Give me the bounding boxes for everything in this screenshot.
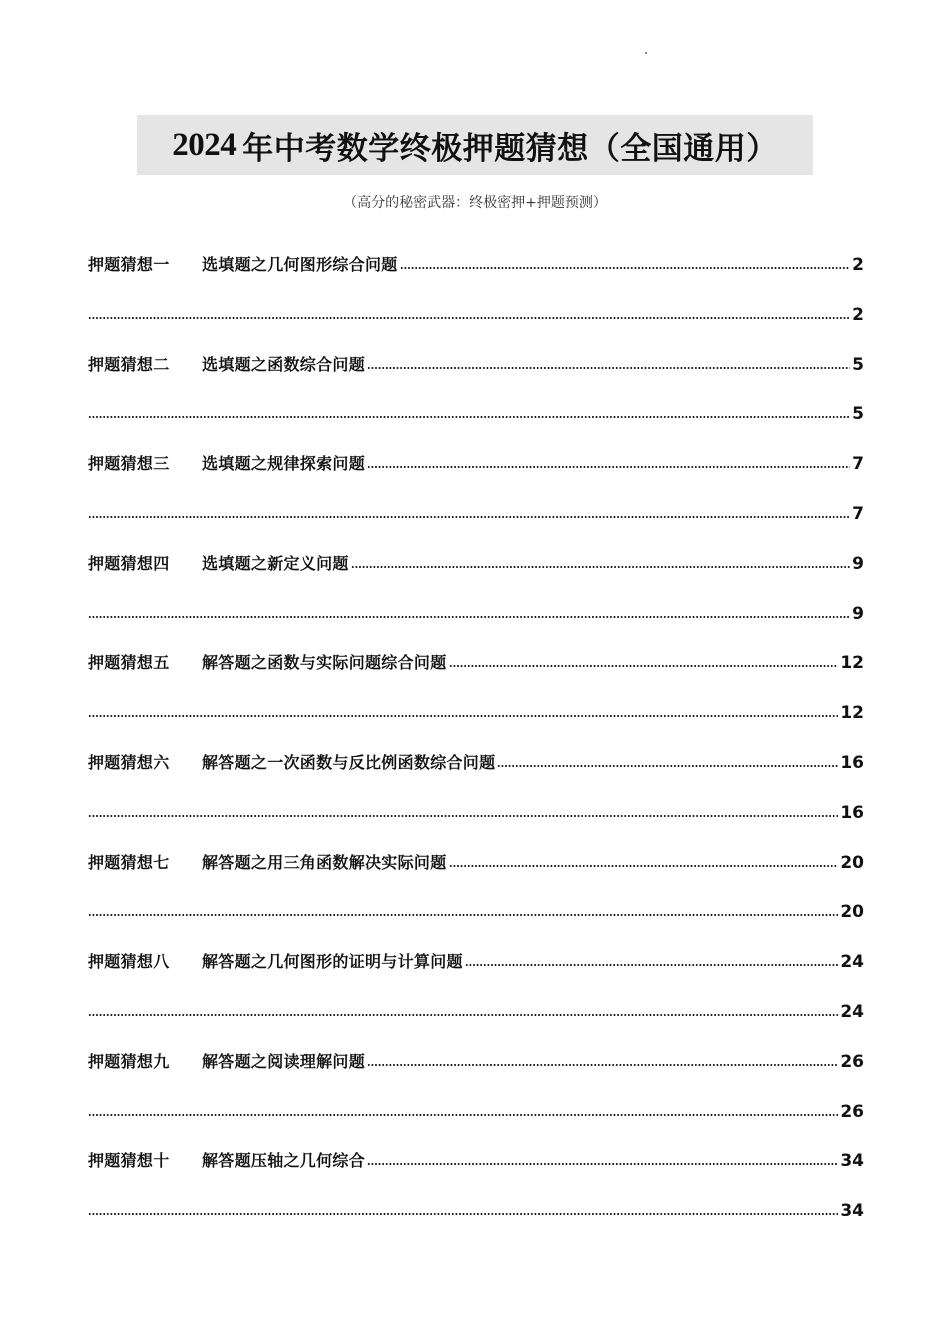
stray-dot	[645, 52, 647, 54]
toc-entry[interactable]	[88, 250, 864, 275]
toc-title: 解答题之一次函数与反比例函数综合问题	[202, 752, 496, 772]
toc-title: 解答题之用三角函数解决实际问题	[202, 852, 447, 872]
dot-leader	[497, 765, 838, 767]
dot-leader	[88, 815, 838, 817]
toc-heading-number: 押题猜想八	[88, 952, 170, 972]
dot-leader	[88, 616, 850, 618]
toc-entry[interactable]	[88, 1047, 864, 1072]
toc-heading-number: 押题猜想十	[88, 1151, 170, 1171]
dot-leader	[400, 267, 851, 269]
toc-title: 选填题之新定义问题	[202, 553, 349, 573]
table-of-contents	[88, 250, 864, 1246]
toc-entry[interactable]	[88, 1146, 864, 1171]
toc-heading-number: 押题猜想四	[88, 553, 170, 573]
toc-heading-number: 押题猜想六	[88, 752, 170, 772]
document-title	[137, 115, 813, 175]
toc-page-number: 7	[852, 503, 864, 524]
dot-leader	[88, 715, 838, 717]
toc-subentry[interactable]	[88, 399, 864, 424]
toc-page-number: 16	[840, 752, 864, 773]
title-text: 年中考数学终极押题猜想（全国通用）	[242, 130, 778, 167]
toc-entry[interactable]	[88, 449, 864, 474]
toc-title: 解答题之阅读理解问题	[202, 1051, 366, 1071]
dot-leader	[88, 1213, 838, 1215]
toc-page-number: 9	[852, 603, 864, 624]
dot-leader	[367, 466, 850, 468]
toc-subentry[interactable]	[88, 1196, 864, 1221]
toc-subentry[interactable]	[88, 897, 864, 922]
toc-page-number: 24	[840, 952, 864, 973]
toc-entry[interactable]	[88, 748, 864, 773]
toc-heading-number: 押题猜想一	[88, 255, 170, 274]
toc-subentry[interactable]	[88, 1097, 864, 1122]
toc-page-number: 34	[840, 1151, 864, 1172]
toc-title: 选填题之规律探索问题	[202, 454, 366, 474]
dot-leader	[367, 1064, 838, 1066]
dot-leader	[449, 665, 839, 667]
dot-leader	[88, 1014, 838, 1016]
toc-page-number: 12	[840, 703, 864, 724]
toc-entry[interactable]	[88, 947, 864, 972]
dot-leader	[88, 416, 850, 418]
toc-page-number: 34	[840, 1201, 864, 1222]
toc-heading-number: 押题猜想七	[88, 852, 170, 872]
toc-subentry[interactable]	[88, 499, 864, 524]
toc-entry[interactable]	[88, 549, 864, 574]
toc-page-number: 20	[840, 902, 864, 923]
toc-entry[interactable]	[88, 350, 864, 375]
toc-heading-number: 押题猜想三	[88, 454, 170, 474]
toc-page-number: 7	[852, 454, 864, 475]
toc-page-number: 24	[840, 1001, 864, 1022]
dot-leader	[449, 865, 839, 867]
toc-page-number: 5	[852, 404, 864, 425]
toc-page-number: 26	[840, 1101, 864, 1122]
toc-page-number: 2	[852, 304, 864, 325]
toc-page-number: 16	[840, 802, 864, 823]
toc-heading-number: 押题猜想二	[88, 354, 170, 374]
toc-subentry[interactable]	[88, 300, 864, 325]
toc-page-number: 12	[840, 653, 864, 674]
dot-leader	[88, 317, 850, 319]
dot-leader	[367, 367, 850, 369]
toc-page-number: 9	[852, 553, 864, 574]
toc-subentry[interactable]	[88, 798, 864, 823]
dot-leader	[465, 964, 839, 966]
toc-page-number: 20	[840, 852, 864, 873]
toc-page-number: 5	[852, 354, 864, 375]
toc-entry[interactable]	[88, 848, 864, 873]
toc-title: 解答题之函数与实际问题综合问题	[202, 653, 447, 673]
dot-leader	[351, 566, 850, 568]
toc-page-number: 2	[852, 255, 864, 275]
toc-page-number: 26	[840, 1051, 864, 1072]
dot-leader	[88, 914, 838, 916]
dot-leader	[88, 1114, 838, 1116]
toc-heading-number: 押题猜想五	[88, 653, 170, 673]
toc-title: 解答题压轴之几何综合	[202, 1151, 366, 1171]
title-year: 2024	[172, 126, 237, 163]
toc-title: 解答题之几何图形的证明与计算问题	[202, 952, 463, 972]
toc-subentry[interactable]	[88, 599, 864, 624]
toc-entry[interactable]	[88, 648, 864, 673]
toc-title: 选填题之几何图形综合问题	[202, 255, 398, 274]
toc-heading-number: 押题猜想九	[88, 1051, 170, 1071]
document-subtitle: （高分的秘密武器：终极密押+押题预测）	[343, 195, 607, 211]
toc-subentry[interactable]	[88, 997, 864, 1022]
toc-title: 选填题之函数综合问题	[202, 354, 366, 374]
dot-leader	[367, 1163, 838, 1165]
toc-subentry[interactable]	[88, 698, 864, 723]
dot-leader	[88, 516, 850, 518]
